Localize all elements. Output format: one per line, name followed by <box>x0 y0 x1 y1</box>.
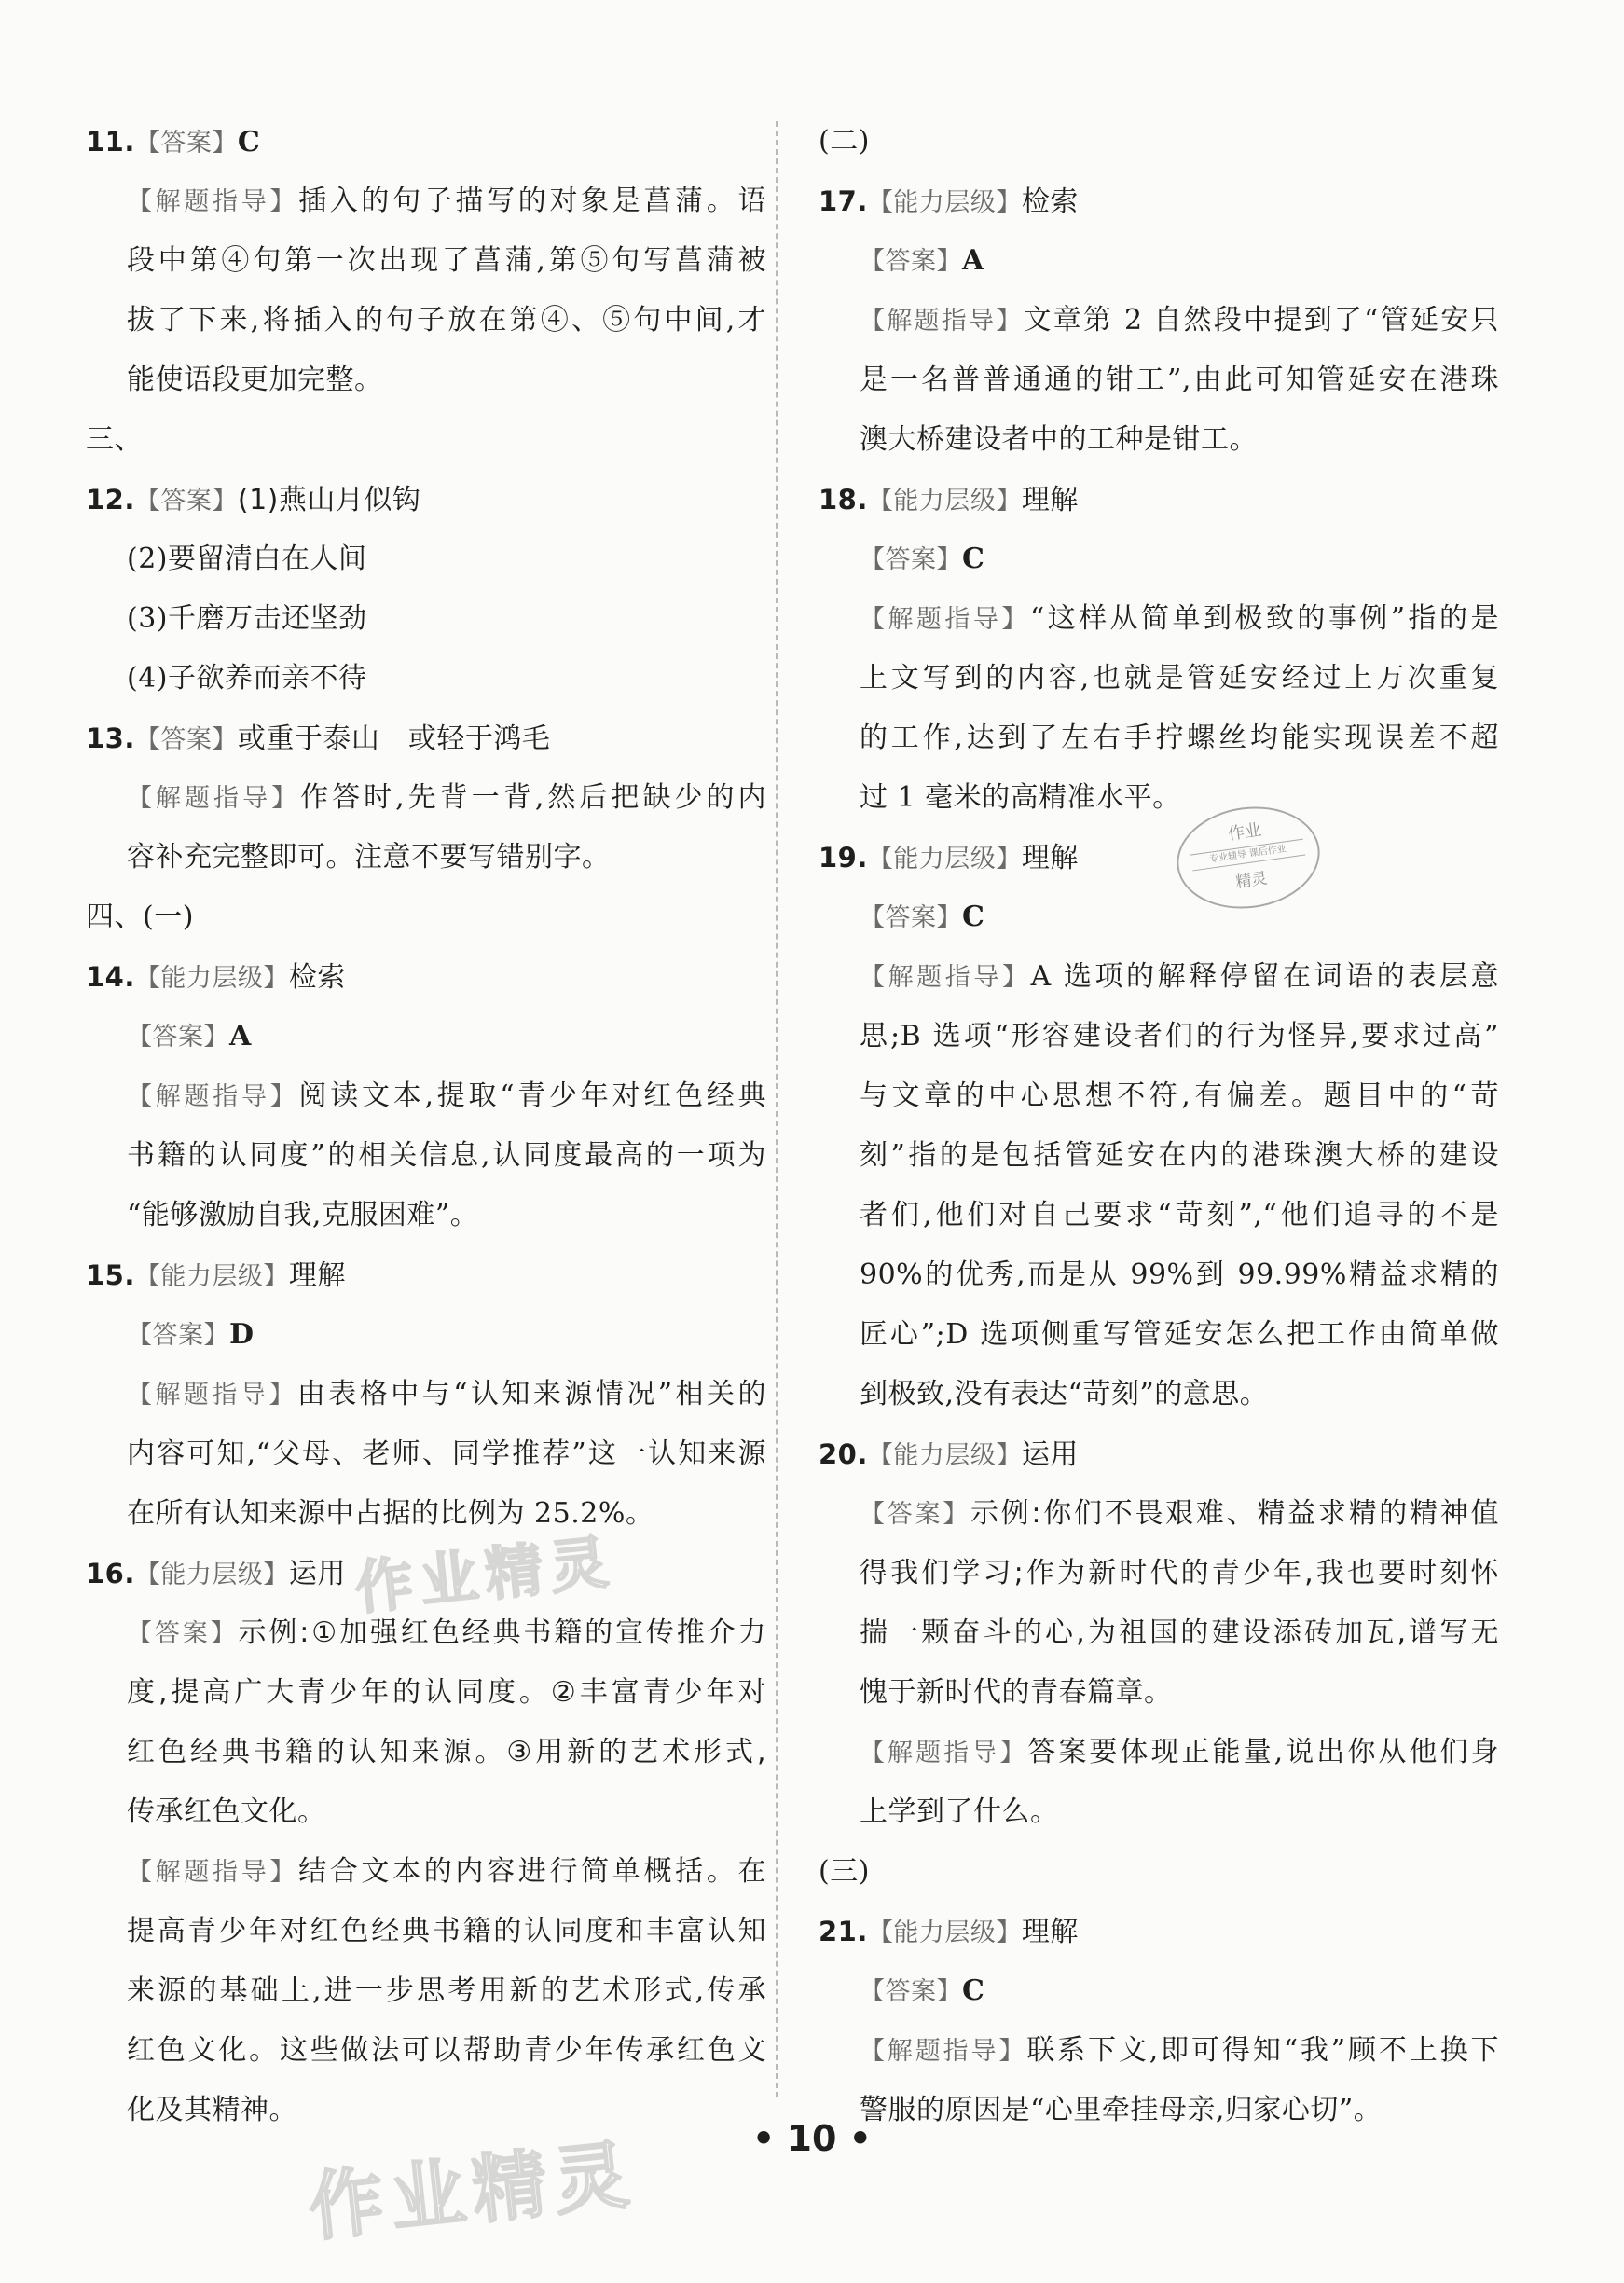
body-line: 过 1 毫米的高精准水平。 <box>860 781 1181 814</box>
body-line: 提高青少年对红色经典书籍的认同度和丰富认知 <box>127 1915 766 1947</box>
explanation-text: 联系下文,即可得知“我”顾不上换下 <box>1026 2034 1499 2067</box>
question-line <box>819 172 1499 231</box>
label-tag: 【解题指导】 <box>860 1739 1028 1767</box>
label-tag: 【能力层级】 <box>867 1441 1022 1470</box>
label-tag: 【答案】 <box>127 1321 229 1350</box>
answer-value: A <box>962 244 984 277</box>
label-tag: 【解题指导】 <box>127 1082 299 1111</box>
body-line: 红色经典书籍的认知来源。③用新的艺术形式, <box>127 1736 766 1768</box>
body-line: 能使语段更加完整。 <box>127 364 383 396</box>
explanation-line <box>819 589 1499 649</box>
question-line <box>86 947 766 1007</box>
question-line <box>819 1424 1499 1484</box>
body-line: 90%的优秀,而是从 99%到 99.99%精益求精的 <box>860 1258 1499 1291</box>
body-line: 段中第④句第一次出现了菖蒲,第⑤句写菖蒲被 <box>127 244 766 277</box>
question-number: 15. <box>86 1259 135 1291</box>
label-tag: 【答案】 <box>127 1619 239 1648</box>
label-tag: 【能力层级】 <box>134 1262 289 1291</box>
question-number: 17. <box>819 186 868 217</box>
question-number: 20. <box>819 1438 868 1470</box>
label-tag: 【解题指导】 <box>127 1858 299 1887</box>
label-tag: 【能力层级】 <box>867 845 1022 873</box>
explanation-text: 答案要体现正能量,说出你从他们身 <box>1027 1736 1499 1768</box>
explanation-text: A 选项的解释停留在词语的表层意 <box>1030 960 1500 993</box>
explanation-line <box>86 768 766 828</box>
question-value: 检索 <box>288 961 346 994</box>
answer-value: C <box>962 543 985 575</box>
label-tag: 【能力层级】 <box>134 964 289 993</box>
body-line: 化及其精神。 <box>127 2094 297 2126</box>
body-line: 书籍的认同度”的相关信息,认同度最高的一项为 <box>127 1139 766 1172</box>
explanation-line <box>86 1842 766 1902</box>
label-tag: 【答案】 <box>860 247 962 276</box>
question-number: 13. <box>86 722 135 754</box>
body-line: 刻”指的是包括管延安在内的港珠澳大桥的建设 <box>860 1139 1499 1172</box>
label-tag: 【答案】 <box>860 1500 970 1529</box>
explanation-text: 由表格中与“认知来源情况”相关的 <box>296 1378 766 1410</box>
body-line: 的工作,达到了左右手拧螺丝均能实现误差不超 <box>860 722 1499 754</box>
page-number-value: 10 <box>787 2118 837 2159</box>
explanation-line <box>819 947 1499 1007</box>
label-tag: 【答案】 <box>860 545 962 574</box>
body-line: (2)要留清白在人间 <box>127 543 367 575</box>
explanation-line <box>86 1365 766 1424</box>
body-line: 红色文化。这些做法可以帮助青少年传承红色文 <box>127 2034 766 2067</box>
explanation-text: 文章第 2 自然段中提到了“管延安只 <box>1023 304 1499 337</box>
label-tag: 【解题指导】 <box>860 2037 1027 2066</box>
body-line: (3)千磨万击还坚劲 <box>127 602 367 635</box>
label-tag: 【解题指导】 <box>860 963 1031 992</box>
explanation-text: “这样从简单到极致的事例”指的是 <box>1029 602 1499 635</box>
question-number: 14. <box>86 961 135 993</box>
body-line: 内容可知,“父母、老师、同学推荐”这一认知来源 <box>127 1437 766 1470</box>
stamp-middle-text: 专业辅导 课后作业 <box>1190 839 1305 872</box>
label-tag: 【解题指导】 <box>860 307 1024 336</box>
question-line <box>819 470 1499 529</box>
explanation-line <box>86 1066 766 1126</box>
section-heading: 四、(一) <box>86 901 194 933</box>
question-value: C <box>237 126 261 158</box>
section-heading: (二) <box>819 125 870 158</box>
body-line: 思;B 选项“形容建设者们的行为怪异,要求过高” <box>860 1020 1499 1052</box>
body-line: “能够激励自我,克服困难”。 <box>127 1199 479 1231</box>
question-number: 12. <box>86 484 135 516</box>
question-line <box>86 708 766 768</box>
answer-line <box>819 887 1499 947</box>
stamp-bottom-text: 精灵 <box>1234 869 1269 893</box>
question-line <box>86 470 766 529</box>
label-tag: 【答案】 <box>127 1023 229 1052</box>
question-value: 运用 <box>288 1558 346 1590</box>
body-line: 是一名普普通通的钳工”,由此可知管延安在港珠 <box>860 364 1499 396</box>
left-column <box>86 112 766 2140</box>
section-heading: 三、 <box>86 423 143 456</box>
label-tag: 【解题指导】 <box>127 1381 297 1410</box>
body-line: 上学到了什么。 <box>860 1795 1059 1828</box>
question-value: 理解 <box>1021 842 1079 874</box>
section-heading: (三) <box>819 1855 870 1888</box>
explanation-line <box>86 172 766 231</box>
stamp-top-text: 作业 <box>1226 819 1263 845</box>
explanation-text: 作答时,先背一背,然后把缺少的内 <box>300 781 766 814</box>
watermark: 作业精灵 <box>351 1527 619 1623</box>
body-line: 揣一颗奋斗的心,为祖国的建设添砖加瓦,谱写无 <box>860 1616 1499 1649</box>
answer-value: C <box>962 901 985 933</box>
page-number <box>0 2118 1624 2159</box>
question-value: 理解 <box>1021 1916 1079 1948</box>
question-number: 16. <box>86 1558 135 1589</box>
body-line: 容补充完整即可。注意不要写错别字。 <box>127 841 611 873</box>
question-value: 运用 <box>1021 1438 1079 1471</box>
body-line: 警服的原因是“心里牵挂母亲,归家心切”。 <box>860 2094 1383 2126</box>
question-value: 理解 <box>1021 484 1079 516</box>
question-line <box>86 112 766 172</box>
label-tag: 【解题指导】 <box>860 605 1030 634</box>
body-line: 与文章的中心思想不符,有偏差。题目中的“苛 <box>860 1080 1499 1112</box>
question-line <box>819 828 1499 887</box>
answer-value: D <box>229 1318 255 1351</box>
body-line: 澳大桥建设者中的工种是钳工。 <box>860 423 1258 456</box>
question-number: 19. <box>819 842 868 873</box>
bullet-right: • <box>848 2118 872 2159</box>
body-line: 者们,他们对自己要求“苛刻”,“他们追寻的不是 <box>860 1199 1499 1231</box>
answer-text: 示例:①加强红色经典书籍的宣传推介力 <box>238 1616 766 1649</box>
answer-line <box>819 1961 1499 2021</box>
explanation-text: 结合文本的内容进行简单概括。在 <box>298 1855 767 1888</box>
explanation-line <box>819 2021 1499 2081</box>
body-line: 到极致,没有表达“苛刻”的意思。 <box>860 1378 1269 1410</box>
answer-line <box>819 231 1499 291</box>
question-line <box>819 1902 1499 1961</box>
watermark: 作业精灵 <box>304 2130 640 2252</box>
label-tag: 【能力层级】 <box>867 188 1022 217</box>
answer-value: C <box>962 1974 985 2007</box>
question-number: 21. <box>819 1916 868 1947</box>
label-tag: 【答案】 <box>134 487 238 516</box>
body-line: 度,提高广大青少年的认同度。②丰富青少年对 <box>127 1676 766 1709</box>
label-tag: 【答案】 <box>134 129 238 158</box>
body-line: 来源的基础上,进一步思考用新的艺术形式,传承 <box>127 1974 766 2007</box>
right-column <box>819 112 1499 2140</box>
answer-line <box>86 1007 766 1066</box>
explanation-line <box>819 291 1499 351</box>
body-line: 得我们学习;作为新时代的青少年,我也要时刻怀 <box>860 1557 1499 1589</box>
question-value: 检索 <box>1021 186 1079 218</box>
answer-text: 示例:你们不畏艰难、精益求精的精神值 <box>970 1497 1500 1530</box>
label-tag: 【答案】 <box>860 903 962 932</box>
bullet-left: • <box>752 2118 776 2159</box>
label-tag: 【答案】 <box>134 725 238 754</box>
explanation-line <box>819 1723 1499 1782</box>
explanation-text: 插入的句子描写的对象是菖蒲。语 <box>298 185 767 217</box>
label-tag: 【能力层级】 <box>867 1919 1022 1947</box>
answer-line <box>819 529 1499 589</box>
label-tag: 【能力层级】 <box>867 487 1022 516</box>
label-tag: 【答案】 <box>860 1977 962 2006</box>
question-number: 11. <box>86 126 135 158</box>
body-line: 愧于新时代的青春篇章。 <box>860 1676 1173 1709</box>
body-line: 在所有认知来源中占据的比例为 25.2%。 <box>127 1497 654 1530</box>
answer-line <box>819 1484 1499 1544</box>
body-line: 拔了下来,将插入的句子放在第④、⑤句中间,才 <box>127 304 766 337</box>
question-number: 18. <box>819 484 868 516</box>
answer-value: A <box>229 1020 252 1052</box>
body-line: 匠心”;D 选项侧重写管延安怎么把工作由简单做 <box>860 1318 1499 1351</box>
label-tag: 【解题指导】 <box>127 784 301 813</box>
body-line: 上文写到的内容,也就是管延安经过上万次重复 <box>860 662 1499 695</box>
question-line <box>86 1245 766 1305</box>
question-value: 或重于泰山 或轻于鸿毛 <box>237 722 551 755</box>
answer-line <box>86 1305 766 1365</box>
explanation-text: 阅读文本,提取“青少年对红色经典 <box>298 1080 767 1112</box>
label-tag: 【能力层级】 <box>134 1561 289 1589</box>
question-value: (1)燕山月似钩 <box>237 484 421 516</box>
column-divider <box>776 121 778 2097</box>
label-tag: 【解题指导】 <box>127 187 299 216</box>
question-value: 理解 <box>288 1259 346 1292</box>
body-line: 传承红色文化。 <box>127 1795 326 1828</box>
body-line: (4)子欲养而亲不待 <box>127 662 367 695</box>
